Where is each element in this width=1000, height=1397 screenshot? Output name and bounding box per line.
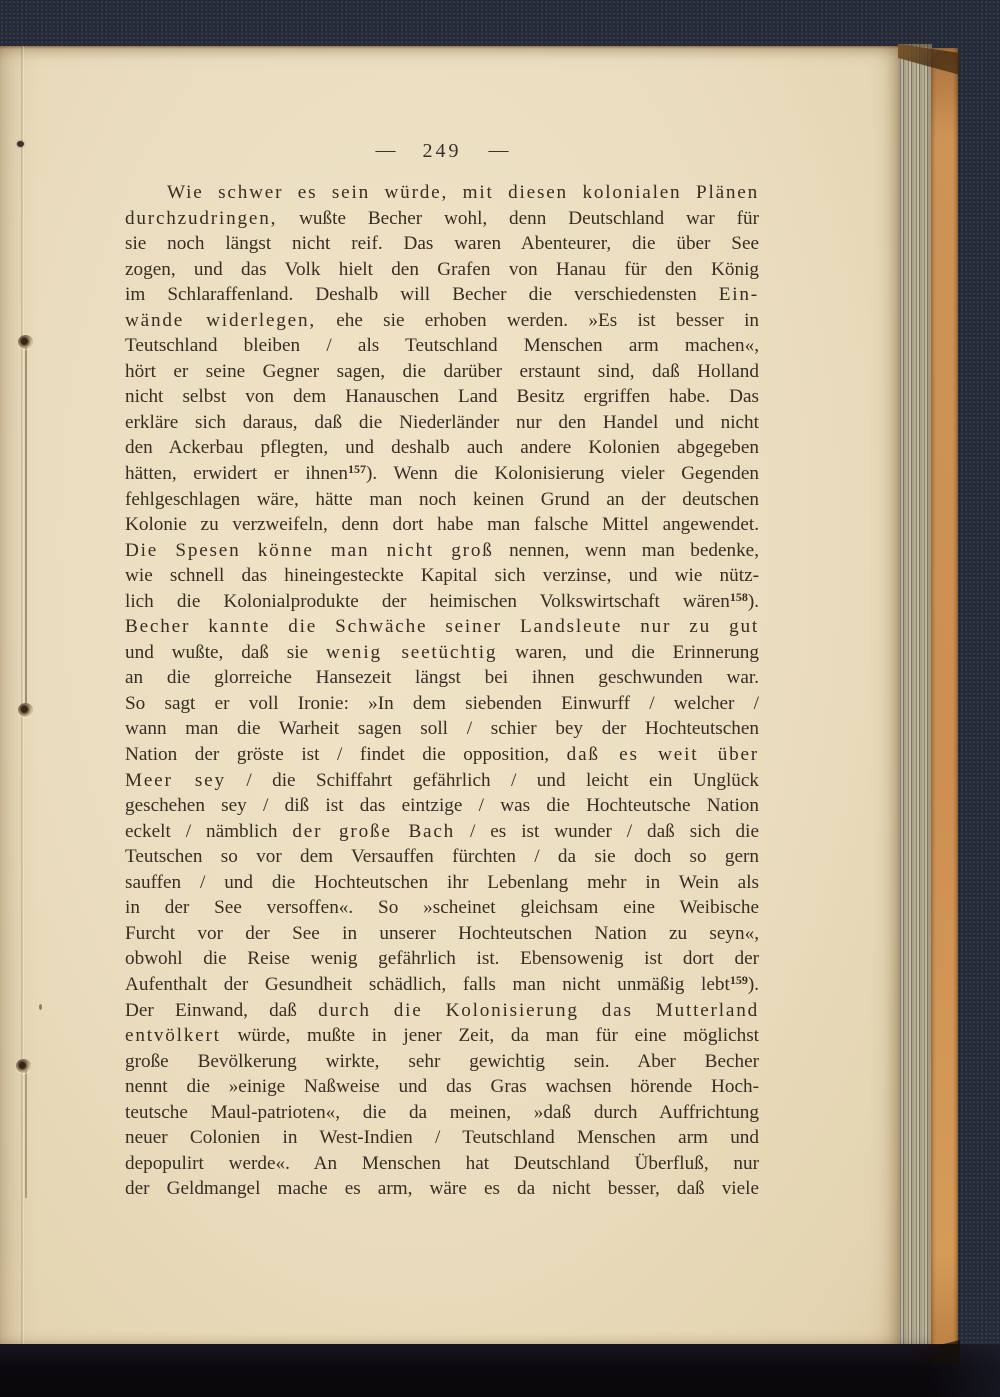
text-line: Furcht vor der See in unserer Hochteutschen Nation zu seyn«, xyxy=(125,922,759,944)
text-line: eckelt / nämblich der große Bach / es ist wunder / daß sich die xyxy=(125,820,759,842)
text-line: nicht selbst von dem Hanauschen Land Besitz ergriffen habe. Das xyxy=(125,386,759,408)
bottom-shadow xyxy=(0,1344,1000,1397)
text-line: erkläre sich daraus, daß die Niederländer nur den Handel und nicht xyxy=(125,411,759,433)
text-line: zogen, und das Volk hielt den Grafen von Hanau für den König xyxy=(125,258,759,280)
text-line: neuer Colonien in West-Indien / Teutschland Menschen arm und xyxy=(125,1127,759,1149)
binding-hole xyxy=(16,1059,31,1073)
text-line: Teutschland bleiben / als Teutschland Menschen arm machen«, xyxy=(125,335,759,357)
text-line: der Geldmangel mache es arm, wäre es da nicht besser, daß viele xyxy=(125,1178,759,1200)
book-page xyxy=(0,46,898,1347)
text-line: Die Spesen könne man nicht groß nennen, wenn man bedenke, xyxy=(125,539,759,561)
text-line: hört er seine Gegner sagen, die darüber erstaunt sind, daß Holland xyxy=(125,360,759,382)
text-line: Wie schwer es sein würde, mit diesen kolonialen Plänen xyxy=(167,182,759,203)
text-line: lich die Kolonialprodukte der heimischen Volkswirtschaft wären$^{158}$). xyxy=(125,589,759,612)
text-line: große Bevölkerung wirkte, sehr gewichtig sein. Aber Becher xyxy=(125,1050,759,1072)
binding-thread xyxy=(25,1070,27,1198)
text-line: nennt die »einige Naßweise und das Gras wachsen hörende Hoch- xyxy=(125,1076,759,1098)
header-dash-left: — xyxy=(375,139,396,161)
text-line: Aufenthalt der Gesundheit schädlich, falls man nicht unmäßig lebt$^{159}$). xyxy=(125,972,759,995)
binding-crease xyxy=(21,46,24,1347)
text-line: und wußte, daß sie wenig seetüchtig waren, und die Erinnerung xyxy=(125,641,759,663)
text-line: im Schlaraffenland. Deshalb will Becher die verschiedensten Ein- xyxy=(125,284,759,306)
text-line: durchzudringen, wußte Becher wohl, denn Deutschland war für xyxy=(125,207,759,229)
text-line: in der See versoffen«. So »scheinet gleichsam eine Weibische xyxy=(125,897,759,919)
text-line: den Ackerbau pflegten, und deshalb auch andere Kolonien abgegeben xyxy=(125,437,759,459)
text-line: wann man die Warheit sagen soll / schier bey der Hochteutschen xyxy=(125,718,759,740)
text-line: an die glorreiche Hansezeit längst bei ihnen geschwunden war. xyxy=(125,667,759,689)
text-line: teutsche Maul-patrioten«, die da meinen, »daß durch Auffrichtung xyxy=(125,1101,759,1123)
page-number: 249 xyxy=(422,140,462,162)
text-line: wände widerlegen, ehe sie erhoben werden. »Es ist besser in xyxy=(125,309,759,331)
header-dash-right: — xyxy=(488,139,509,161)
text-line: Meer sey / die Schiffahrt gefährlich / und leicht ein Unglück xyxy=(125,769,759,791)
text-line: entvölkert würde, mußte in jener Zeit, da man für eine möglichst xyxy=(125,1025,759,1047)
text-line: hätten, erwidert er ihnen$^{157}$). Wenn die Kolonisierung vieler Gegenden xyxy=(125,462,759,485)
text-line: obwohl die Reise wenig gefährlich ist. Ebensowenig ist dort der xyxy=(125,948,759,970)
dust-speck xyxy=(17,141,24,147)
body-text xyxy=(125,180,759,1202)
binding-hole xyxy=(18,335,33,349)
page-header xyxy=(125,140,759,163)
text-line: So sagt er voll Ironie: »In dem siebenden Einwurff / welcher / xyxy=(125,692,759,714)
text-line: Der Einwand, daß durch die Kolonisierung das Mutterland xyxy=(125,999,759,1021)
text-line: wie schnell das hineingesteckte Kapital sich verzinse, und wie nütz- xyxy=(125,565,759,587)
text-line: Teutschen so vor dem Versauffen fürchten / da sie doch so gern xyxy=(125,846,759,868)
binding-hole xyxy=(18,703,33,717)
page-stack-edge xyxy=(898,44,932,1354)
dust-speck xyxy=(39,1004,42,1010)
binding-thread xyxy=(25,346,27,706)
text-line: Becher kannte die Schwäche seiner Landsleute nur zu gut xyxy=(125,616,759,638)
book-cover-edge xyxy=(931,48,958,1358)
text-line: Nation der gröste ist / findet die opposition, daß es weit über xyxy=(125,744,760,766)
text-line: geschehen sey / diß ist das eintzige / was die Hochteutsche Nation xyxy=(125,795,759,817)
text-line: Kolonie zu verzweifeln, denn dort habe man falsche Mittel angewendet. xyxy=(125,514,759,536)
text-line: sauffen / und die Hochteutschen ihr Lebenlang mehr in Wein als xyxy=(125,871,759,893)
text-line: fehlgeschlagen wäre, hätte man noch keinen Grund an der deutschen xyxy=(125,488,759,510)
text-line: depopulirt werde«. An Menschen hat Deutschland Überfluß, nur xyxy=(125,1152,759,1174)
text-line: sie noch längst nicht reif. Das waren Abenteurer, die über See xyxy=(125,233,759,255)
